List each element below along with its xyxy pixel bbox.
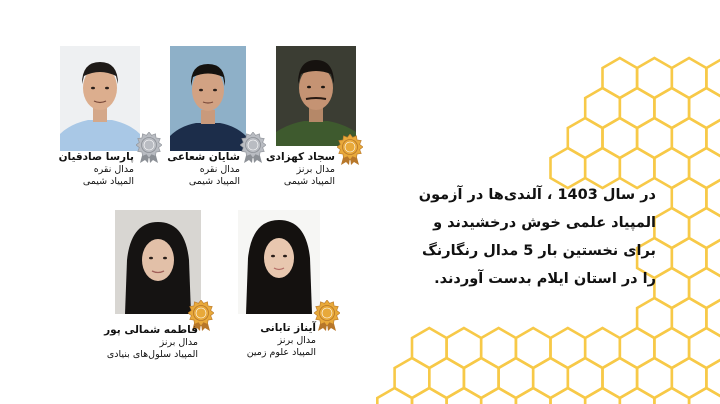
honeycomb-cell: [585, 388, 620, 404]
student-card-2: [168, 46, 278, 196]
medal-icon-1: [136, 132, 162, 164]
student-medal-4: مدال برنز: [159, 337, 198, 348]
student-medal-1: مدال نقره: [93, 164, 134, 175]
honeycomb-cell: [516, 388, 551, 404]
student-caption-3: [266, 151, 335, 188]
student-card-4: [80, 210, 220, 360]
student-card-5: [230, 210, 350, 360]
student-caption-1: [59, 151, 134, 188]
headline-line-1: در سال 1403 ، آلندی‌ها در آزمون: [418, 187, 656, 203]
student-card-3: [265, 46, 385, 196]
headline-line-3: برای نخستین بار 5 مدال رنگارنگ: [421, 243, 656, 259]
medal-icon-5: [314, 300, 340, 332]
medal-icon-3: [337, 134, 363, 166]
honeycomb-cell: [447, 388, 482, 404]
student-name-3: سجاد کهزادی: [265, 151, 335, 163]
headline-text: [386, 181, 656, 293]
student-name-5: آیناز تابانی: [260, 322, 316, 334]
headline-line-2: المپیاد علمی خوش درخشیدند و: [433, 215, 656, 231]
student-photo-3: [276, 46, 356, 146]
student-photo-5: [238, 210, 320, 314]
student-medal-3: مدال برنز: [296, 164, 335, 175]
student-photo-4: [115, 210, 201, 314]
student-name-1: پارسا صادقیان: [58, 151, 134, 163]
honeycomb-cell: [481, 388, 516, 404]
student-photo-1: [60, 46, 140, 151]
honeycomb-cell: [551, 388, 586, 404]
honeycomb-cell: [377, 388, 412, 404]
student-name-2: شایان شعاعی: [167, 151, 240, 163]
student-olympiad-5: المپیاد علوم زمین: [246, 347, 316, 358]
student-caption-4: [104, 324, 198, 361]
student-olympiad-3: المپیاد شیمی: [283, 176, 335, 187]
student-photo-2: [170, 46, 246, 151]
student-caption-2: [167, 151, 240, 188]
honeycomb-cell: [654, 388, 689, 404]
student-medal-2: مدال نقره: [199, 164, 240, 175]
student-olympiad-1: المپیاد شیمی: [82, 176, 134, 187]
headline-line-4: را در استان ایلام بدست آوردند.: [434, 271, 656, 287]
honeycomb-cell: [412, 388, 447, 404]
medal-icon-2: [240, 132, 266, 164]
honeycomb-cell: [689, 388, 720, 404]
honeycomb-cell: [620, 388, 655, 404]
student-caption-5: [247, 322, 316, 359]
student-olympiad-4: المپیاد سلول‌های بنیادی: [106, 349, 198, 360]
student-card-1: [58, 46, 168, 196]
student-name-4: فاطمه شمالی پور: [104, 324, 198, 336]
student-olympiad-2: المپیاد شیمی: [188, 176, 240, 187]
student-medal-5: مدال برنز: [277, 335, 316, 346]
